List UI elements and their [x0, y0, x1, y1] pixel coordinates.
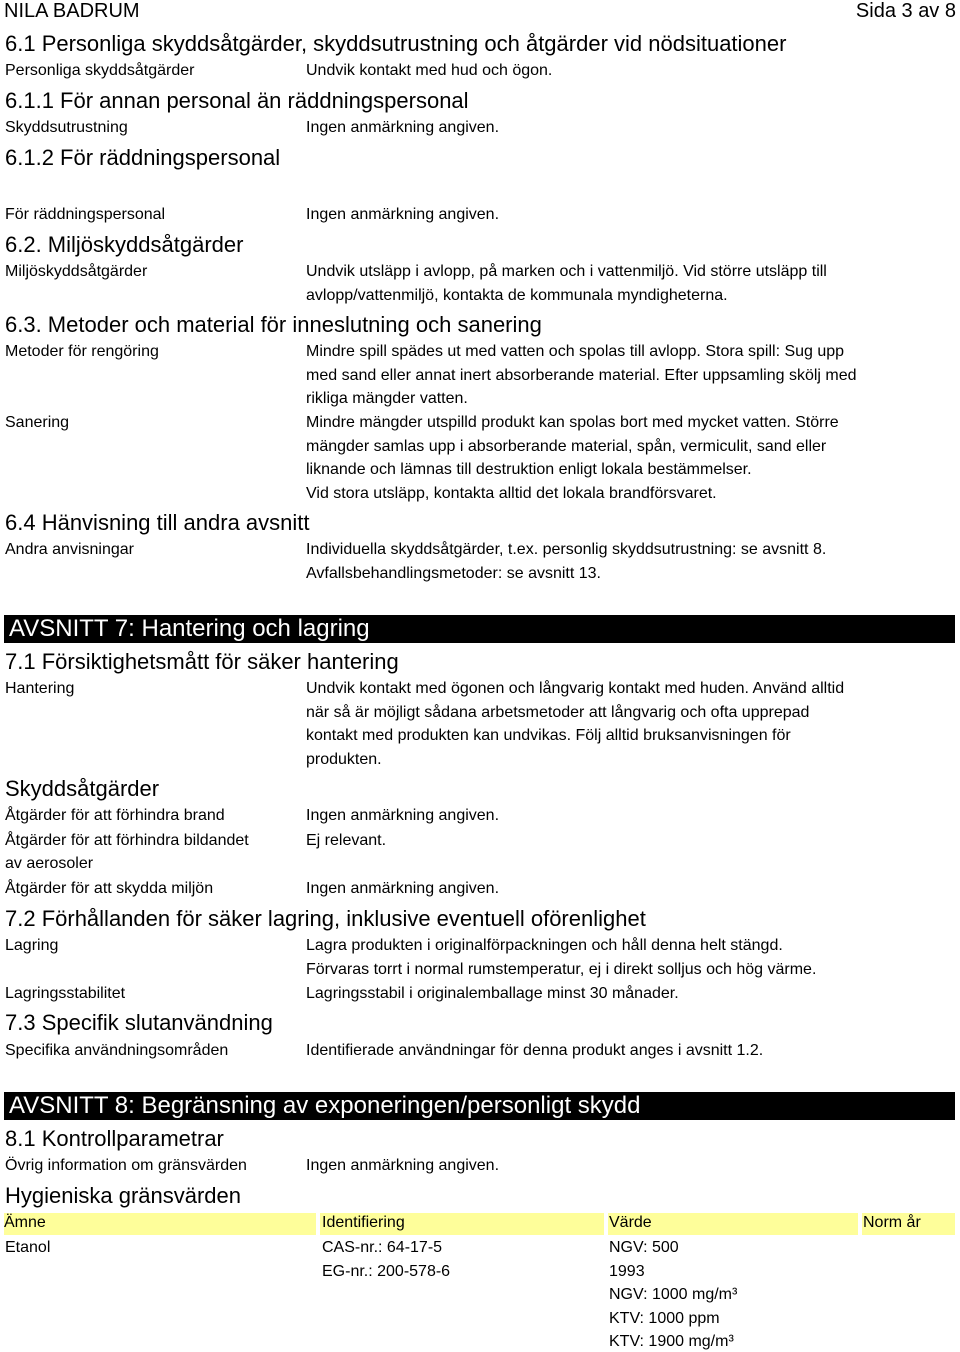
section-8-1-heading: 8.1 Kontrollparametrar	[5, 1126, 224, 1151]
field-value-line: liknande och lämnas till destruktion enligt lokala bestämmelser.	[306, 461, 752, 478]
field-label: av aerosoler	[5, 855, 94, 872]
section-8-bar	[4, 1092, 955, 1120]
section-6-3-heading: 6.3. Metoder och material för inneslutning och sanering	[5, 312, 542, 337]
field-label: Andra anvisningar	[5, 541, 134, 558]
field-label: Skyddsutrustning	[5, 119, 128, 136]
field-value-line: när så är möjligt sådana arbetsmetoder att långvarig och ofta upprepad	[306, 704, 810, 721]
field-label: Lagring	[5, 937, 59, 954]
field-value-line: Vid stora utsläpp, kontakta alltid det lokala brandförsvaret.	[306, 485, 717, 502]
field-value-line: Avfallsbehandlingsmetoder: se avsnitt 13.	[306, 565, 601, 582]
table-header-cell	[862, 1213, 955, 1235]
column-header: Ämne	[4, 1214, 46, 1231]
value-line: NGV: 1000 mg/m³	[609, 1286, 738, 1303]
field-value-line: Undvik utsläpp i avlopp, på marken och i vattenmiljö. Vid större utsläpp till	[306, 263, 827, 280]
field-value: Ingen anmärkning angiven.	[306, 119, 500, 136]
field-value: Undvik kontakt med hud och ögon.	[306, 62, 553, 79]
field-label: Övrig information om gränsvärden	[5, 1157, 247, 1174]
section-6-2-heading: 6.2. Miljöskyddsåtgärder	[5, 232, 244, 257]
value-line: 1993	[609, 1263, 645, 1280]
field-value-line: Individuella skyddsåtgärder, t.ex. personlig skyddsutrustning: se avsnitt 8.	[306, 541, 827, 558]
field-label: Specifika användningsområden	[5, 1042, 229, 1059]
field-label: Sanering	[5, 414, 70, 431]
field-label: Lagringsstabilitet	[5, 985, 126, 1002]
column-header: Norm år	[863, 1214, 921, 1231]
substance-cell: Etanol	[5, 1239, 51, 1256]
field-value-line: Förvaras torrt i normal rumstemperatur, ej i direkt solljus och hög värme.	[306, 961, 817, 978]
section-8-title: AVSNITT 8: Begränsning av exponeringen/personligt skydd	[9, 1092, 641, 1119]
field-label: Hantering	[5, 680, 75, 697]
field-value-line: Lagra produkten i originalförpackningen och håll denna helt stängd.	[306, 937, 783, 954]
section-7-bar	[4, 615, 955, 643]
field-label: Miljöskyddsåtgärder	[5, 263, 148, 280]
table-header-cell	[608, 1213, 858, 1235]
page-number: Sida 3 av 8	[855, 0, 956, 22]
field-value-line: Undvik kontakt med ögonen och långvarig kontakt med huden. Använd alltid	[306, 680, 845, 697]
field-value-line: med sand eller annat inert absorberande material. Efter uppsamling skölj med	[306, 367, 857, 384]
identification-line: EG-nr.: 200-578-6	[322, 1263, 451, 1280]
field-value-line: Mindre mängder utspilld produkt kan spolas bort med mycket vatten. Större	[306, 414, 839, 431]
field-value: Ingen anmärkning angiven.	[306, 1157, 500, 1174]
identification-line: CAS-nr.: 64-17-5	[322, 1239, 443, 1256]
field-value-line: produkten.	[306, 751, 382, 768]
field-value-line: Mindre spill spädes ut med vatten och spolas till avlopp. Stora spill: Sug upp	[306, 343, 845, 360]
field-value: Lagringsstabil i originalemballage minst 30 månader.	[306, 985, 679, 1002]
table-header-cell	[4, 1213, 316, 1235]
section-7-title: AVSNITT 7: Hantering och lagring	[9, 615, 370, 642]
field-label: Åtgärder för att förhindra brand	[5, 807, 225, 824]
section-6-1-heading: 6.1 Personliga skyddsåtgärder, skyddsutrustning och åtgärder vid nödsituationer	[5, 31, 787, 56]
section-6-1-2-heading: 6.1.2 För räddningspersonal	[5, 145, 281, 170]
section-7-2-heading: 7.2 Förhållanden för säker lagring, inklusive eventuell oförenlighet	[5, 906, 646, 931]
protective-measures-heading: Skyddsåtgärder	[5, 776, 160, 801]
field-value-line: rikliga mängder vatten.	[306, 390, 468, 407]
field-value: Ingen anmärkning angiven.	[306, 206, 500, 223]
value-line: KTV: 1000 ppm	[609, 1310, 720, 1327]
field-value-line: avlopp/vattenmiljö, kontakta de kommunala myndigheterna.	[306, 287, 728, 304]
field-label: Metoder för rengöring	[5, 343, 159, 360]
section-7-1-heading: 7.1 Försiktighetsmått för säker hantering	[5, 649, 399, 674]
value-line: KTV: 1900 mg/m³	[609, 1333, 734, 1350]
field-value: Ingen anmärkning angiven.	[306, 807, 500, 824]
section-6-4-heading: 6.4 Hänvisning till andra avsnitt	[5, 510, 310, 535]
field-label: Personliga skyddsåtgärder	[5, 62, 195, 79]
field-value: Ej relevant.	[306, 832, 387, 849]
field-value: Identifierade användningar för denna produkt anges i avsnitt 1.2.	[306, 1042, 764, 1059]
section-7-3-heading: 7.3 Specifik slutanvändning	[5, 1010, 273, 1035]
field-value-line: mängder samlas upp i absorberande material, spån, vermiculit, sand eller	[306, 438, 827, 455]
column-header: Värde	[609, 1214, 652, 1231]
document-title: NILA BADRUM	[4, 0, 140, 22]
field-value-line: kontakt med produkten kan undvikas. Följ alltid bruksanvisningen för	[306, 727, 791, 744]
hygiene-limits-heading: Hygieniska gränsvärden	[5, 1183, 242, 1208]
field-label: För räddningspersonal	[5, 206, 166, 223]
table-header-cell	[320, 1213, 604, 1235]
value-line: NGV: 500	[609, 1239, 679, 1256]
field-label: Åtgärder för att skydda miljön	[5, 880, 214, 897]
column-header: Identifiering	[322, 1214, 405, 1231]
field-label: Åtgärder för att förhindra bildandet	[5, 832, 249, 849]
section-6-1-1-heading: 6.1.1 För annan personal än räddningspersonal	[5, 88, 469, 113]
field-value: Ingen anmärkning angiven.	[306, 880, 500, 897]
